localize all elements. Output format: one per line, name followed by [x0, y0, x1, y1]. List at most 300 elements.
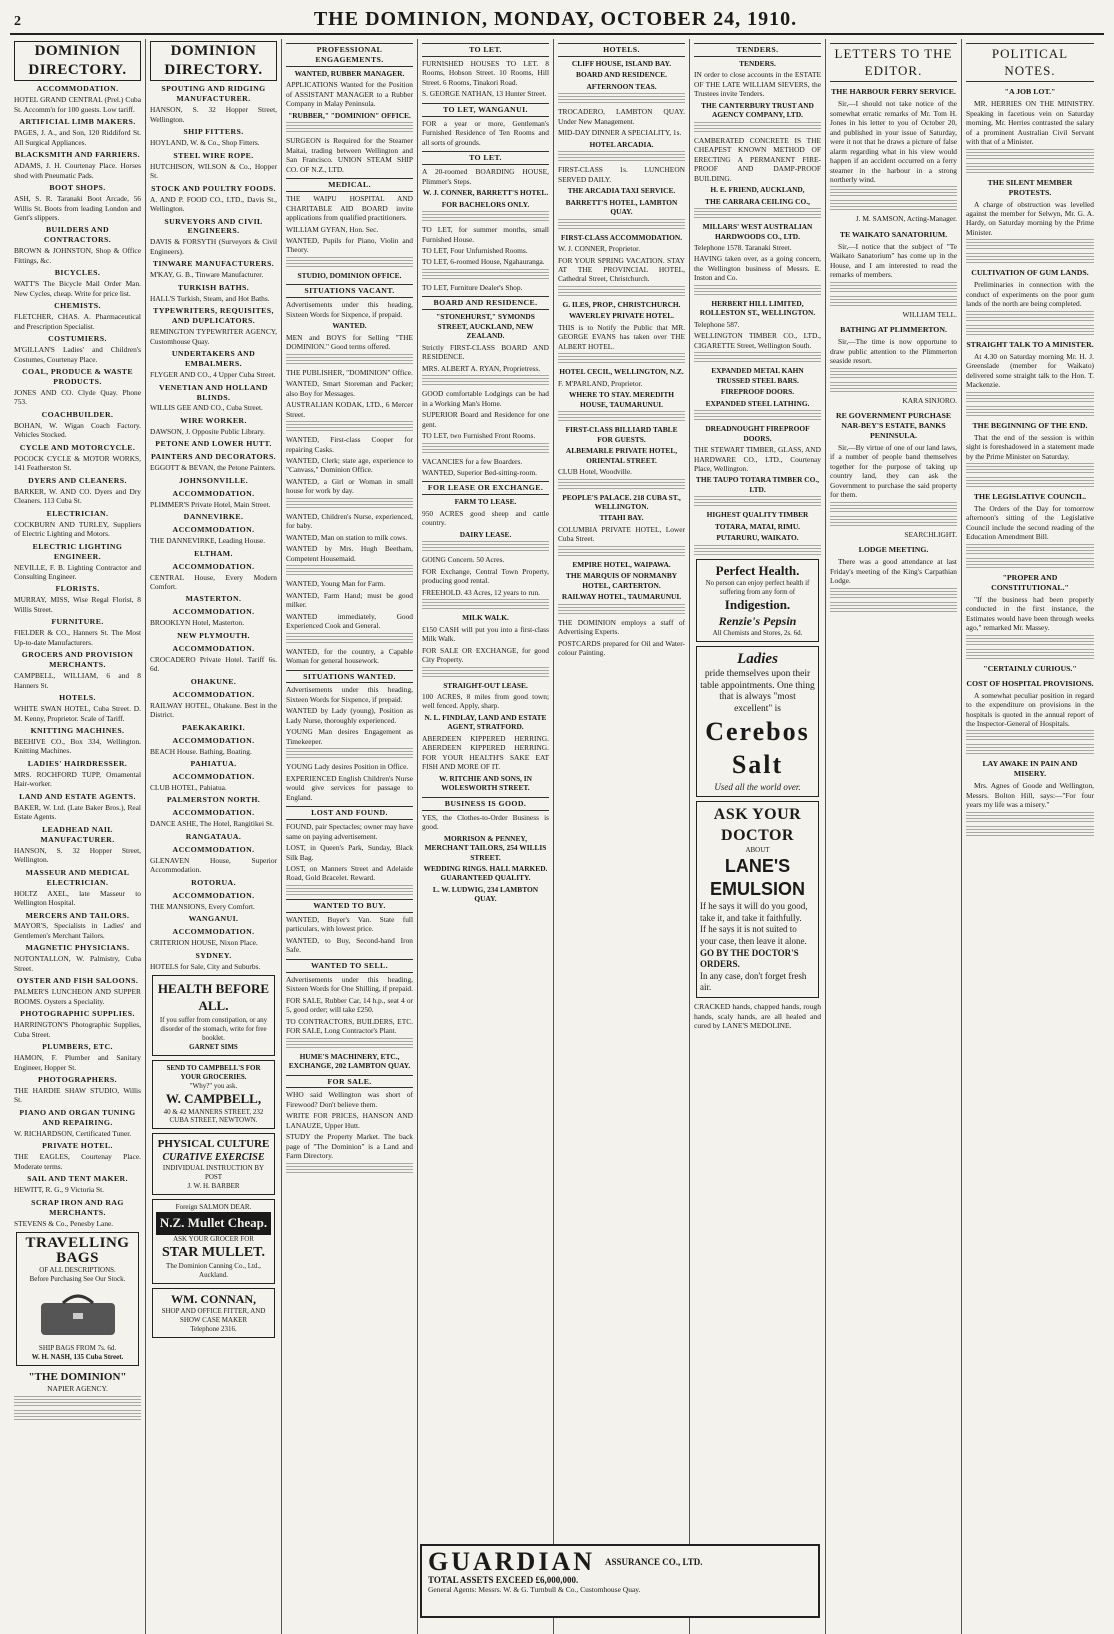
section-title: ACCOMMODATION. [172, 890, 255, 900]
directory-entry: M'GILLAN'S Ladies' and Children's Costumes, Courtenay Place. [14, 345, 141, 364]
travel-bags-title: TRAVELLING BAGS [25, 1235, 130, 1267]
section-title: PAHIATUA. [190, 759, 237, 769]
note-title: CULTIVATION OF GUM LANDS. [971, 268, 1089, 278]
section-title: HOTELS. [59, 693, 96, 703]
section-title: HOTELS. [558, 43, 685, 57]
classified-item: TO LET, two Furnished Front Rooms. [422, 431, 536, 441]
classified-item: FOR SALE, Rubber Car, 14 h.p., seat 4 or 5, good order; will take £250. [286, 995, 413, 1015]
directory-entry: NOTONTALLON, W. Palmistry, Cuba Street. [14, 954, 141, 973]
travel-bags-ad [16, 1232, 139, 1366]
directory-sections-2 [150, 84, 277, 971]
classified-item: FOR Exchange, Central Town Property, producing good rental. [422, 566, 549, 586]
classified-item: CAMBERATED CONCRETE IS THE CHEAPEST KNOWN METHOD OF ERECTING A PERMANENT FIRE-PROOF AND DAMP-PROOF BUILDING. [694, 135, 821, 183]
classified-item: MILLARS' WEST AUSTRALIAN HARDWOODS CO., LTD. [702, 222, 813, 241]
directory-entry: DAVIS & FORSYTH (Surveyors & Civil Engineers). [150, 237, 277, 256]
directory-entry: DANCE ASHE, The Hotel, Rangitikei St. [150, 819, 274, 829]
directory-entry: THE DANNEVIRKE, Leading House. [150, 536, 266, 546]
section-title: ROTORUA. [191, 877, 236, 887]
political-heading: POLITICAL NOTES. [966, 43, 1094, 82]
directory-heading: DOMINION DIRECTORY. [14, 41, 141, 81]
health-ad-title: HEALTH BEFORE ALL. [157, 980, 270, 1013]
section-title: SAIL AND TENT MAKER. [27, 1174, 128, 1184]
note-title: "PROPER AND CONSTITUTIONAL." [991, 572, 1069, 592]
section-title: CHEMISTS. [54, 301, 101, 311]
section-title: TINWARE MANUFACTURERS. [152, 259, 275, 269]
classified-item: HUME'S MACHINERY, ETC., EXCHANGE, 202 LAMBTON QUAY. [288, 1051, 411, 1071]
classified-item: WANTED, Smart Storeman and Packer; also Boy for Messages. [286, 379, 413, 398]
directory-entry: FLYGER AND CO., 4 Upper Cuba Street. [150, 370, 276, 380]
classified-item: MID-DAY DINNER A SPECIALITY, 1s. [558, 128, 682, 138]
classified-item: FARM TO LEASE. [454, 497, 517, 507]
cerebos-line: pride themselves upon their table appointments. One thing that is always "most excellent" is [700, 669, 815, 714]
section-title: ELTHAM. [194, 548, 233, 558]
classified-item: W. J. CONNER, BARRETT'S HOTEL. [422, 188, 549, 198]
classified-item: G. ILES, PROP., CHRISTCHURCH. [562, 299, 681, 309]
directory-entry: BOHAN, W. Wigan Coach Factory. Vehicles Stocked. [14, 420, 141, 440]
directory-entry: FLETCHER, CHAS. A. Pharmaceutical and Prescription Specialist. [14, 312, 141, 331]
directory-entry: CAMPBELL, WILLIAM, 6 and 8 Hanners St. [14, 671, 141, 690]
section-title: MASSEUR AND MEDICAL ELECTRICIAN. [25, 867, 130, 887]
section-title: MEDICAL. [286, 178, 413, 192]
connan-line: SHOP AND OFFICE FITTER, AND SHOW CASE MAKER [161, 1306, 266, 1324]
guardian-ad [420, 1544, 820, 1618]
directory-entry: FIELDER & CO., Hanners St. The Most Up-to-date Manufacturers. [14, 628, 141, 647]
classified-item: FIRST-CLASS ACCOMMODATION. [560, 232, 683, 242]
directory-entry: CLUB HOTEL, Pahiatua. [150, 782, 227, 792]
section-title: LEADHEAD NAIL MANUFACTURER. [40, 824, 115, 844]
letter-signature: J. M. SAMSON, Acting-Manager. [855, 214, 957, 224]
hotels-5 [558, 43, 685, 658]
directory-entry: PAGES, J. A., and Son, 120 Riddiford St. All Surgical Appliances. [14, 128, 141, 147]
section-title: BUILDERS AND CONTRACTORS. [43, 225, 112, 245]
classified-item: HOTEL ARCADIA. [589, 139, 654, 149]
classified-item: FREEHOLD. 43 Acres, 12 years to run. [422, 587, 541, 597]
section-title: PAINTERS AND DECORATORS. [150, 452, 277, 462]
classified-item: Advertisements under this heading, Sixteen Words for One Shilling, if prepaid. [286, 974, 413, 994]
letter-signature: SEARCHLIGHT. [904, 529, 957, 539]
letter-signature: WILLIAM TELL. [902, 309, 957, 319]
letters-list [830, 87, 957, 611]
classified-item: "STONEHURST," SYMONDS STREET, AUCKLAND, NEW ZEALAND. [436, 312, 535, 341]
classified-item: MRS. ALBERT A. RYAN, Proprietress. [422, 363, 541, 373]
section-title: BUSINESS IS GOOD. [422, 797, 549, 811]
classified-item: W. RITCHIE AND SONS, IN WOLESWORTH STREET. [439, 773, 532, 793]
classified-item: HERBERT HILL LIMITED, ROLLESTON ST., WELLINGTON. [699, 298, 816, 318]
section-title: ACCOMMODATION. [172, 607, 255, 617]
classified-item: WANTED, for the country, a Capable Woman for general housework. [286, 646, 413, 666]
section-title: LADIES' HAIRDRESSER. [27, 758, 128, 768]
column-2 [146, 39, 282, 1634]
classified-item: RAILWAY HOTEL, TAUMARUNUI. [561, 592, 682, 602]
classified-item: N. L. FINDLAY, LAND AND ESTATE AGENT, STRATFORD. [424, 712, 547, 732]
directory-entry: HOYLAND, W. & Co., Shop Fitters. [150, 138, 260, 148]
section-title: TYPEWRITERS, REQUISITES, AND DUPLICATORS. [153, 306, 274, 326]
note-body: Preliminaries in connection with the conduct of experiments on the poor gum lands of the north are being completed. [966, 280, 1094, 309]
classified-item: SUPERIOR Board and Residence for one gent. [422, 410, 549, 429]
note-body: Mrs. Agnes of Goode and Wellington, Messrs. Bolton Hill, says:—"For four years my life was a misery." [966, 781, 1094, 810]
classified-item: YES, the Clothes-to-Order Business is good. [422, 812, 549, 832]
directory-entry: CROCADERO Private Hotel. Tariff 6s. 6d. [150, 654, 277, 674]
classified-item: EMPIRE HOTEL, WAIPAWA. [572, 559, 671, 569]
dominion-agency-sub: NAPIER AGENCY. [47, 1383, 108, 1393]
column-8 [962, 39, 1098, 1634]
directory-entry: HAMON, F. Plumber and Sanitary Engineer, Hopper St. [14, 1053, 141, 1072]
classified-item: YOUNG Man desires Engagement as Timekeeper. [286, 727, 413, 746]
directory-entry: HOTEL GRAND CENTRAL (Prel.) Cuba St. Accomm'n for 100 guests. Low tariff. [14, 95, 141, 114]
letter-title: BATHING AT PLIMMERTON. [840, 325, 947, 335]
classified-item: DREADNOUGHT FIREPROOF DOORS. [705, 424, 810, 443]
classified-item: TO LET, Four Unfurnished Rooms. [422, 246, 528, 255]
directory-entry: EGGOTT & BEVAN, the Petone Painters. [150, 463, 276, 473]
classified-item: WILLIAM GYFAN, Hon. Sec. [286, 224, 379, 234]
connan-ad [152, 1288, 275, 1338]
directory-entry: W. RICHARDSON, Certificated Tuner. [14, 1128, 132, 1138]
section-title: ACCOMMODATION. [172, 561, 255, 571]
classified-item: SURGEON is Required for the Steamer Maitai, trading between Wellington and San Francisco. UNION STEAM SHIP CO. OF N.Z., LTD. [286, 136, 413, 174]
note-title: STRAIGHT TALK TO A MINISTER. [966, 339, 1094, 349]
classified-item: WANTED, Young Man for Farm. [286, 579, 386, 589]
section-title: WANGANUI. [188, 914, 239, 924]
column-3 [282, 39, 418, 1634]
section-title: FURNITURE. [51, 617, 104, 627]
section-title: OHAKUNE. [190, 676, 237, 686]
classified-item: ABERDEEN KIPPERED HERRING. ABERDEEN KIPPERED HERRING. FOR YOUR HEALTH'S SAKE EAT FISH AND MORE OF IT. [422, 733, 549, 772]
classified-item: FIRST-CLASS BILLIARD TABLE FOR GUESTS. [565, 425, 678, 444]
physical-name: J. W. H. BARBER [187, 1182, 240, 1191]
letter-signature: KARA SINJORO. [902, 395, 957, 405]
directory-entry: NEVILLE, F. B. Lighting Contractor and Consulting Engineer. [14, 562, 141, 581]
classified-item: FIREPROOF DOORS. [720, 387, 795, 397]
section-title: ELECTRIC LIGHTING ENGINEER. [32, 541, 123, 561]
section-title: STOCK AND POULTRY FOODS. [151, 183, 276, 193]
directory-entry: WILLIS GEE AND CO., Cuba Street. [150, 403, 263, 413]
directory-entry: WHITE SWAN HOTEL, Cuba Street. D. M. Kenny, Proprietor. Scale of Tariff. [14, 704, 141, 723]
classified-item: THE STEWART TIMBER, GLASS, AND HARDWARE CO., LTD., Courtenay Place, Wellington. [694, 445, 821, 473]
section-title: FOR LEASE OR EXCHANGE. [422, 481, 549, 495]
classified-item: WHERE TO STAY. MEREDITH HOUSE, TAUMARUNUI. [568, 390, 674, 409]
letter-title: TE WAIKATO SANATORIUM. [839, 229, 948, 239]
classified-item: BOARD AND RESIDENCE. [576, 70, 667, 80]
classified-item: FOR a year or more, Gentleman's Furnished Residence of Ten Rooms and all sorts of grounds. [422, 118, 549, 147]
column-1 [10, 39, 146, 1634]
section-title: VENETIAN AND HOLLAND BLINDS. [159, 382, 268, 402]
letter-title: RE GOVERNMENT PURCHASE NAR-BEY'S ESTATE, BANKS PENINSULA. [835, 411, 952, 440]
section-title: BOARD AND RESIDENCE. [422, 296, 549, 310]
mullet-title: N.Z. Mullet Cheap. [156, 1212, 271, 1235]
classified-item: TENDERS. [739, 58, 776, 68]
classified-item: FOUND, pair Spectacles; owner may have same on paying advertisement. [286, 822, 413, 841]
newspaper-title: THE DOMINION, MONDAY, OCTOBER 24, 1910. [313, 8, 798, 30]
classified-item: TITAHI BAY. [599, 513, 644, 523]
classified-item: TO CONTRACTORS, BUILDERS, ETC. FOR SALE, Long Contractor's Plant. [286, 1016, 413, 1036]
campbell-addr: 40 & 42 MANNERS STREET, 232 CUBA STREET, NEWTOWN. [163, 1107, 264, 1125]
guardian-agents: General Agents: Messrs. W. & G. Turnbull & Co., Customhouse Quay. [428, 1585, 641, 1594]
letter-title: THE HARBOUR FERRY SERVICE. [831, 87, 956, 97]
physical-title: PHYSICAL CULTURE [157, 1138, 270, 1151]
campbell-head: SEND TO CAMPBELL'S FOR YOUR GROCERIES. [166, 1064, 261, 1081]
directory-entry: CRITERION HOUSE, Nixon Place. [150, 938, 258, 948]
section-title: ACCOMMODATION. [172, 525, 255, 535]
letters-heading: LETTERS TO THE EDITOR. [830, 43, 957, 82]
note-body: "If the business had been properly conducted in the first instance, the Estimates would have been through weeks ago," remarked Mr. Massey. [966, 594, 1094, 633]
directory-entry: BAKER, W. Ltd. (Late Baker Bros.), Real Estate Agents. [14, 802, 141, 822]
section-title: ACCOMMODATION. [172, 927, 255, 937]
section-title: PRIVATE HOTEL. [42, 1141, 113, 1151]
directory-entry: STEVENS & Co., Penesby Lane. [14, 1218, 114, 1228]
classified-item: WRITE FOR PRICES, HANSON AND LANAUZE, Upper Hutt. [286, 1111, 413, 1130]
classified-item: EXPANDED METAL KAHN TRUSSED STEEL BARS. [711, 366, 804, 385]
note-body: That the end of the session is within sight is foreshadowed in a statement made by the Prime Minister on Saturday. [966, 432, 1094, 461]
column-6 [690, 39, 826, 1634]
classified-item: GOOD comfortable Lodgings can be had in a Working Man's Home. [422, 389, 549, 408]
section-title: UNDERTAKERS AND EMBALMERS. [171, 349, 256, 369]
perfect-health-title: Perfect Health. [715, 562, 800, 578]
section-title: TURKISH BATHS. [177, 282, 250, 292]
section-title: SPOUTING AND RIDGING MANUFACTURER. [161, 84, 266, 104]
section-title: ACCOMMODATION. [172, 689, 255, 699]
classified-item: WANTED, Superior Bed-sitting-room. [422, 468, 537, 477]
lanes-about: ABOUT [745, 845, 770, 854]
classified-item: WANTED, Buyer's Van. State full particulars, with lowest price. [286, 914, 413, 934]
classified-item: WEDDING RINGS. HALL MARKED. GUARANTEED QUALITY. [423, 864, 548, 883]
physical-line: INDIVIDUAL INSTRUCTION BY POST [162, 1164, 265, 1182]
connan-name: WM. CONNAN, [171, 1291, 256, 1306]
note-body: A charge of obstruction was levelled against the member for Selwyn, Mr. G. A. Hardy, on Saturday morning by the Prime Minister. [966, 199, 1094, 237]
section-title: SITUATIONS WANTED. [286, 670, 413, 684]
section-title: TO LET. [422, 151, 549, 165]
classified-item: WELLINGTON TIMBER CO., LTD., CIGARETTE Street, Wellington South. [694, 331, 821, 350]
note-body: A somewhat peculiar position in regard to the expenditure on provisions in the hospitals is quoted in the annual report of the Inspector-General of Hospitals. [966, 690, 1094, 728]
directory-entry: THE MANSIONS, Every Comfort. [150, 901, 255, 911]
lanes-l2: If he says it is not suited to your case, then leave it alone. [700, 924, 807, 947]
classified-item: STUDIO, DOMINION OFFICE. [297, 270, 402, 280]
note-body: The Orders of the Day for tomorrow afternoon's sitting of the Legislative Council include the second reading of the Education Amendment Bill. [966, 503, 1094, 542]
classified-item: FOR YOUR SPRING VACATION. STAY AT THE PROVINCIAL HOTEL, Cathedral Street, Christchurch. [558, 255, 685, 284]
directory-entry: BEACH House. Bathing, Boating. [150, 746, 252, 756]
perfect-health-brand: Renzie's Pepsin [718, 613, 797, 628]
classified-item: FURNISHED HOUSES TO LET. 8 Rooms, Hobson Street. 10 Rooms, Hill Street. 6 Rooms, Tinakori Road. [422, 58, 549, 87]
section-title: FLORISTS. [55, 584, 100, 594]
classified-item: TROCADERO, LAMBTON QUAY. Under New Management. [558, 107, 685, 126]
section-title: MERCERS AND TAILORS. [25, 910, 130, 920]
classified-item: WANTED, a Girl or Woman in small house for work by day. [286, 476, 413, 496]
classified-item: £150 CASH will put you into a first-class Milk Walk. [422, 624, 549, 644]
classified-item: WANTED, RUBBER MANAGER. [294, 68, 405, 78]
classified-item: WANTED, Man on station to milk cows. [286, 532, 408, 542]
classified-item: MILK WALK. [462, 613, 509, 623]
classified-item: DAIRY LEASE. [459, 529, 512, 539]
directory-entry: HANSON, S. 32 Hopper Street, Wellington. [150, 105, 277, 124]
classified-item: EXPERIENCED English Children's Nurse would give services for passage to England. [286, 773, 413, 802]
classified-item: HAVING taken over, as a going concern, the Wellington business of Messrs. E. Inston and Co. [694, 254, 821, 283]
note-title: "A JOB LOT." [1004, 87, 1056, 97]
classified-item: THE WAIPU HOSPITAL AND CHARITABLE AID BOARD invite applications from qualified practitioners. [286, 194, 413, 223]
directory-entry: HANSON, S. 32 Hopper Street, Wellington. [14, 845, 141, 865]
classified-item: THE MARQUIS OF NORMANBY HOTEL, CARTERTON. [565, 571, 678, 590]
classified-item: WANTED, to Buy, Second-hand Iron Safe. [286, 935, 413, 955]
section-title: TO LET. [422, 43, 549, 57]
section-title: SURVEYORS AND CIVIL ENGINEERS. [164, 216, 263, 236]
note-title: "CERTAINLY CURIOUS." [983, 663, 1077, 673]
classified-item: THE PUBLISHER, "DOMINION" Office. [286, 367, 413, 377]
classified-item: THE CARRARA CEILING CO., [705, 196, 810, 206]
classified-item: CLUB Hotel, Woodville. [558, 467, 632, 477]
classified-item: Telephone 1578. Taranaki Street. [694, 243, 792, 252]
classified-item: BARRETT'S HOTEL, LAMBTON QUAY. [565, 197, 678, 217]
section-title: ACCOMMODATION. [172, 488, 255, 498]
classified-item: YOUNG Lady desires Position in Office. [286, 762, 409, 772]
directory-entry: JONES AND CO. Clyde Quay. Phone 753. [14, 388, 141, 407]
classified-item: PUTARURU, WAIKATO. [716, 533, 799, 543]
section-title: ELECTRICIAN. [46, 508, 109, 518]
section-title: PIANO AND ORGAN TUNING AND REPAIRING. [19, 1107, 136, 1127]
section-title: PHOTOGRAPHIC SUPPLIES. [20, 1009, 135, 1019]
section-title: ARTIFICIAL LIMB MAKERS. [19, 117, 136, 127]
health-ad-name: GARNET SIMS [189, 1043, 238, 1052]
cerebos-foot: Used all the world over. [714, 781, 801, 792]
directory-entry: REMINGTON TYPEWRITER AGENCY, Customhouse Quay. [150, 327, 277, 346]
section-title: NEW PLYMOUTH. [177, 630, 250, 640]
classified-item: Advertisements under this heading, Sixteen Words for Sixpence, if prepaid. [286, 300, 413, 319]
directory-entry: PALMER'S LUNCHEON AND SUPPER ROOMS. Oysters a Speciality. [14, 987, 141, 1006]
cerebos-top: Ladies [737, 651, 778, 668]
classified-item: THE CANTERBURY TRUST AND AGENCY COMPANY, LTD. [701, 100, 814, 120]
classified-item: Telephone 587. [694, 319, 740, 329]
section-title: PHOTOGRAPHERS. [38, 1075, 117, 1085]
section-title: BOOT SHOPS. [49, 183, 106, 193]
directory-entry: BROWN & JOHNSTON, Shop & Office Fittings, &c. [14, 246, 141, 265]
section-title: SITUATIONS VACANT. [286, 284, 413, 298]
classified-item: IN order to close accounts in the ESTATE OF THE LATE WILLIAM SIEVERS, the Trustees invite Tenders. [694, 70, 821, 99]
classified-item: A 20-roomed BOARDING HOUSE, Plimmer's Steps. [422, 167, 549, 186]
note-title: THE BEGINNING OF THE END. [972, 420, 1088, 430]
page-number: 2 [14, 14, 21, 29]
directory-entry: HOTELS for Sale, City and Suburbs. [150, 961, 261, 971]
classified-item: MEN and BOYS for Selling "THE DOMINION." Good terms offered. [286, 332, 413, 352]
classified-item: WAVERLEY PRIVATE HOTEL. [568, 311, 675, 321]
classifieds-3 [286, 43, 413, 1173]
directory-entry: MRS. ROCHFORD TUPP, Ornamental Hair-worker. [14, 769, 141, 789]
directory-entry: HALL'S Turkish, Steam, and Hot Baths. [150, 293, 270, 303]
classified-item: WANTED, Children's Nurse, experienced, for baby. [286, 511, 413, 531]
perfect-health-line: No person can enjoy perfect health if suffering from any form of [705, 579, 810, 597]
note-title: COST OF HOSPITAL PROVISIONS. [966, 678, 1094, 688]
directory-entry: THE EAGLES, Courtenay Place. Moderate terms. [14, 1152, 141, 1171]
classified-item: FOR SALE OR EXCHANGE, for good City Property. [422, 645, 549, 665]
column-4 [418, 39, 554, 1634]
directory-entry: POCOCK CYCLE & MOTOR WORKS, 141 Featherston St. [14, 453, 141, 473]
guardian-line: TOTAL ASSETS EXCEED £6,000,000. [428, 1575, 579, 1585]
directory-entry: BEEHIVE CO., Box 334, Wellington. Knitting Machines. [14, 737, 141, 756]
classified-item: WANTED, First-class Cooper for repairing Casks. [286, 435, 413, 454]
directory-entry: M'KAY, G. B., Tinware Manufacturer. [150, 270, 264, 280]
physical-culture-ad [152, 1133, 275, 1195]
classified-item: EXPANDED STEEL LATHING. [705, 398, 810, 408]
section-title: BLACKSMITH AND FARRIERS. [15, 150, 140, 160]
classified-item: PEOPLE'S PALACE. 218 CUBA ST., WELLINGTON. [562, 492, 681, 511]
cerebos-brand: Cerebos Salt [705, 717, 810, 780]
note-body: At 4.30 on Saturday morning Mr. H. J. Greenslade (member for Waikato) delivered some straight talk to the Hon. T. Mackenzie. [966, 351, 1094, 390]
section-title: SHIP FITTERS. [183, 127, 244, 137]
lanes-ask: ASK YOUR DOCTOR [713, 806, 802, 844]
note-body: MR. HERRIES ON THE MINISTRY. Speaking in facetious vein on Saturday morning, Mr. Herries contrasted the salary of a prominent Australian Civil Servant with that of a Minister. [966, 99, 1094, 147]
mullet-top: Foreign SALMON DEAR. [175, 1203, 252, 1212]
section-title: DYERS AND CLEANERS. [28, 475, 127, 485]
classified-item: THE DOMINION employs a staff of Advertising Experts. [558, 617, 685, 637]
masthead [10, 8, 1104, 35]
section-title: ACCOMMODATION. [172, 643, 255, 653]
classified-item: WANTED by Mrs. Hugh Beetham, Competent Housemaid. [286, 544, 413, 563]
classified-item: L. W. LUDWIG, 234 LAMBTON QUAY. [432, 884, 539, 904]
section-title: CYCLE AND MOTORCYCLE. [19, 442, 136, 452]
directory-entry: ASH, S. R. Taranaki Boot Arcade, 56 Willis St. Boots from leading London and Gent's slippers. [14, 194, 141, 222]
campbell-why: "Why?" you ask. [189, 1081, 238, 1090]
health-ad [152, 975, 275, 1056]
directory-entry: HEWITT, R. G., 9 Victoria St. [14, 1185, 105, 1195]
section-title: GROCERS AND PROVISION MERCHANTS. [21, 650, 134, 670]
section-title: COAL, PRODUCE & WASTE PRODUCTS. [22, 367, 133, 387]
travel-bags-footer: SHIP BAGS FROM 7s. 6d. [38, 1344, 117, 1352]
section-title: ACCOMMODATION. [36, 84, 119, 94]
section-title: WIRE WORKER. [180, 415, 247, 425]
note-title: LAY AWAKE IN PAIN AND MISERY. [982, 759, 1078, 779]
section-title: PLUMBERS, ETC. [42, 1042, 113, 1052]
section-title: WANTED TO BUY. [286, 899, 413, 913]
classified-item: F. M'PARLAND, Proprietor. [558, 378, 643, 388]
classified-item: WANTED, Clerk; state age, experience to "Canvass," Dominion Office. [286, 456, 413, 475]
directory-sections [14, 84, 141, 1228]
classified-item: HOTEL CECIL, WELLINGTON, N.Z. [559, 367, 684, 377]
note-title: THE LEGISLATIVE COUNCIL. [973, 491, 1087, 501]
directory-entry: PLIMMER'S Private Hotel, Main Street. [150, 499, 271, 509]
lanes-l1: If he says it will do you good, take it, and take it faithfully. [700, 901, 808, 923]
lanes-ad [696, 801, 819, 998]
classified-item: WANTED by Lady (young), Position as Lady Nurse, thoroughly experienced. [286, 706, 413, 725]
directory-entry: THE HARDIE SHAW STUDIO, Willis St. [14, 1086, 141, 1105]
column-7 [826, 39, 962, 1634]
health-ad-body: If you suffer from constipation, or any disorder of the stomach, write for free booklet. [159, 1016, 268, 1043]
perfect-health-ad [696, 559, 819, 642]
directory-entry: MAYOR'S, Specialists in Ladies' and Gentlemen's Merchant Tailors. [14, 921, 141, 940]
section-title: OYSTER AND FISH SALOONS. [16, 976, 139, 986]
classified-item: STRAIGHT-OUT LEASE. [443, 680, 528, 690]
classified-item: THE ARCADIA TAXI SERVICE. [567, 186, 676, 196]
directory-entry: RAILWAY HOTEL, Ohakune. Best in the District. [150, 700, 277, 720]
directory-entry: BROOKLYN Hotel, Masterton. [150, 618, 245, 628]
section-title: PETONE AND LOWER HUTT. [155, 439, 272, 449]
directory-entry: ADAMS, J. H. Courtenay Place. Horses shod with Pneumatic Pads. [14, 161, 141, 180]
directory-entry: WATT'S The Bicycle Mail Order Man. New Cycles, cheap. Write for price list. [14, 279, 141, 298]
classified-item: WANTED, Farm Hand; must be good milker. [286, 590, 413, 610]
section-title: LOST AND FOUND. [286, 806, 413, 820]
section-title: LAND AND ESTATE AGENTS. [19, 791, 136, 801]
classified-item: Advertisements under this heading, Sixteen Words for Sixpence, if prepaid. [286, 685, 413, 704]
directory-entry: CENTRAL House, Every Modern Comfort. [150, 572, 277, 591]
classifieds-4 [422, 43, 549, 904]
directory-entry: HOLTZ AXEL, late Masseur to Wellington Hospital. [14, 888, 141, 908]
section-title: TENDERS. [694, 43, 821, 57]
classified-item: HIGHEST QUALITY TIMBER [706, 510, 809, 520]
classified-item: STUDY the Property Market. The back page of "The Dominion" is a Land and Farm Directory. [286, 1132, 413, 1161]
bag-icon [33, 1289, 123, 1339]
classified-item: 950 ACRES good sheep and cattle country. [422, 508, 549, 528]
campbell-ad [152, 1060, 275, 1129]
section-title: ACCOMMODATION. [172, 844, 255, 854]
mullet-brand: STAR MULLET. [162, 1244, 265, 1260]
perfect-health-word: Indigestion. [724, 597, 791, 613]
perfect-health-foot: All Chemists and Stores, 2s. 6d. [712, 629, 803, 638]
letter-body: Sir,—I should not take notice of the somewhat erratic remarks of Mr. Tom H. Jones in his letter to you of October 20, and published in your issue of Saturday, were it not that he draws a picture of false alarm regarding what in his view would happen if an accident occurred on a ferry steamer in the harbour in a strong northerly wind. [830, 99, 957, 184]
